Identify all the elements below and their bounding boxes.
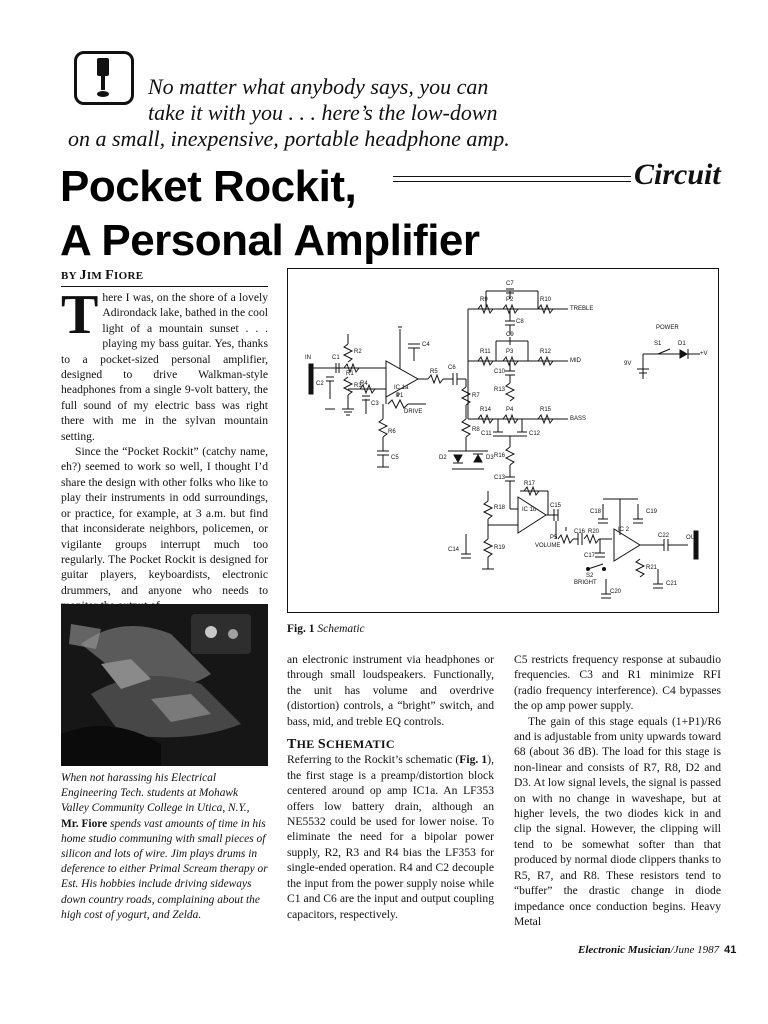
department-icon-badge [74,51,134,105]
article-column-3 [514,652,721,929]
subhead-rest: CHEMATIC [325,737,395,752]
article-paragraph-6: The gain of this stage equals (1+P1)/R6 and is adjustable from unity upwards toward 68 (about 36 dB). The load for this stage is non-linear and consists of R7, R8, D2 and D3. At low signal levels, the signal is passed on with no change in waveshape, but at higher levels, the two diodes kick in and clip the signal. However, the clipping will tend to be somewhat softer than that produced by normal diode clippers thanks to R5, R7, and R8. These resistors tend to “buffer” the drastic change in diode impedance once conduction begins. Heavy Metal [514,714,721,928]
byline-last-rest: IORE [114,270,144,282]
label-p5: P5 [550,535,558,541]
paragraph-4-part-a: Referring to the Rockit’s schematic ( [287,753,460,767]
intro-line-3: on a small, inexpensive, portable headphone amp. [68,126,510,151]
label-p2: P2 [506,297,514,303]
label-c2: C2 [316,381,324,387]
label-c19: C19 [646,509,658,515]
label-c14: C14 [448,547,460,553]
label-c16: C16 [574,529,586,535]
label-r10: R10 [540,297,552,303]
label-ic1a: IC 1a [394,385,409,391]
label-r9: R9 [480,297,488,303]
label-mid: MID [570,358,581,364]
label-r6: R6 [388,429,396,435]
label-s2: S2 [586,573,594,579]
label-c10: C10 [494,369,506,375]
label-r8: R8 [472,427,480,433]
label-p4: P4 [506,407,514,413]
paragraph-4-part-b: ), the first stage is a preamp/distortion block centered around op amp IC1a. An LF353 offers low battery drain, although an NE5532 could be used for lower noise. To eliminate the need for a bipolar power supply, R2, R3 and R4 bias the LF353 for single-ended operation. R4 and C2 decouple the input from the power supply noise while C1 and C6 are the input and output coupling capacitors, respectively. [287,753,494,921]
photo-caption-part-2: spends vast amounts of time in his home studio communing with small pieces of silicon and lots of wire. Jim plays drums in deference to either Primal Scream therapy or Est. His hobbies include driving sideways down country roads, complaining about the high cost of yogurt, and Zelda. [61,817,268,921]
article-paragraph-3: an electronic instrument via headphones or through small loudspeakers. Functionally, the unit has volume and overdrive (distortion) controls, a “bright” switch, and bass, mid, and treble EQ controls. [287,653,494,728]
article-paragraph-1: here I was, on the shore of a lovely Adirondack lake, bathed in the cool light of a mountain sunset . . . playing my bass guitar. Yes, thanks to a pocket-sized personal amplifier, designed to drive Walkman-style headphones from a single 9-volt battery, the full sound of my electric bass was right there with me in the sylvan mountain setting. [61,291,268,443]
article-column-1 [61,284,268,614]
label-c7: C7 [506,281,514,287]
label-r2: R2 [354,349,362,355]
label-c1: C1 [332,355,340,361]
drop-cap: T [61,284,99,346]
page-footer [578,944,736,956]
byline-last-initial: F [105,268,115,283]
headline-line-2: A Personal Amplifier [60,216,480,265]
schematic-figure [287,268,719,613]
label-ic1b: IC 1b [522,507,537,513]
label-ic2: IC 2 [618,527,630,533]
schematic-labels [288,269,718,612]
headline-rule-bottom [393,181,631,182]
label-r1: R1 [346,371,354,377]
photo-caption [61,771,268,923]
label-plus-v: +V [700,351,708,357]
label-p3: P3 [506,349,514,355]
label-d1: D1 [678,341,686,347]
hands-on-keyboard-image [61,604,268,766]
label-c3: C3 [371,401,379,407]
photo-caption-part-1: When not harassing his Electrical Engineering Tech. students at Mohawk Valley Community College in Utica, N.Y., [61,772,250,815]
section-heading-schematic [287,737,494,752]
microphone-icon [77,54,131,102]
label-c11: C11 [481,431,492,437]
label-c22: C22 [658,533,670,539]
figure-caption-text: Schematic [317,623,365,635]
article-paragraph-5: C5 restricts frequency response at subaudio frequencies. C3 and R1 minimize RFI (radio frequency interference). C4 bypasses the op amp power supply. [514,653,721,713]
headline-line-1: Pocket Rockit, [60,162,357,211]
footer-magazine: Electronic Musician [578,944,671,956]
label-r21: R21 [646,565,658,571]
byline-prefix: BY [61,270,80,282]
label-r13: R13 [494,387,506,393]
label-volume: VOLUME [535,543,561,549]
article-column-2 [287,652,494,922]
label-c18: C18 [590,509,602,515]
label-c15: C15 [550,503,562,509]
byline-first-rest: IM [86,270,106,282]
label-c5: C5 [391,455,399,461]
figure-label: Fig. 1 [287,623,315,635]
label-s1: S1 [654,341,662,347]
figure-reference: Fig. 1 [459,753,488,767]
label-r7: R7 [472,393,480,399]
label-bass: BASS [570,416,587,422]
label-r20: R20 [588,529,600,535]
label-p1: P1 [396,393,404,399]
subhead-t: T [287,737,297,753]
article-paragraph-4 [287,752,494,921]
label-c13: C13 [494,475,506,481]
label-c21: C21 [666,581,678,587]
label-r3: R3 [354,383,362,389]
label-bright: BRIGHT [574,580,597,586]
article-paragraph-2: Since the “Pocket Rockit” (catchy name, eh?) seemed to work so well, I thought I’d share the design with other folks who like to play their instruments in odd surroundings, or practice, for example, at 3 a.m. but find that inconsiderate neighbors, policemen, or vigilante groups interrupt much too regularly. The Pocket Rockit is designed for guitar players, keyboardists, electronic drummers, and anyone who needs to [61,445,268,597]
label-9v: 9V [624,361,632,367]
label-c20: C20 [610,589,622,595]
label-out: OUT [686,535,699,541]
label-c6: C6 [448,365,456,371]
label-c17: C17 [584,553,596,559]
label-r5: R5 [430,369,438,375]
label-r17: R17 [524,481,536,487]
label-r19: R19 [494,545,506,551]
headline-rule-top [393,176,631,177]
figure-caption [287,623,365,635]
byline-first-initial: J [79,268,87,283]
label-r15: R15 [540,407,552,413]
label-c9: C9 [506,332,514,338]
label-d2: D2 [439,455,447,461]
page-number: 41 [724,944,737,956]
department-label: Circuit [634,158,721,191]
label-r18: R18 [494,505,506,511]
label-r16: R16 [494,453,506,459]
label-r11: R11 [480,349,491,355]
label-r12: R12 [540,349,552,355]
author-photo [61,604,268,766]
label-treble: TREBLE [570,306,594,312]
label-drive: DRIVE [404,409,423,415]
label-c12: C12 [529,431,541,437]
label-c4: C4 [422,342,430,348]
intro-line-2: take it with you . . . here’s the low-down [148,100,498,125]
label-c8: C8 [516,319,524,325]
label-d3: D3 [486,455,494,461]
subhead-s: S [317,737,326,753]
photo-caption-name: Mr. Fiore [61,817,108,830]
footer-date: /June 1987 [670,944,720,956]
intro-line-1: No matter what anybody says, you can [148,74,489,99]
label-r4: R4 [360,381,368,387]
subhead-he: HE [296,737,318,752]
label-in: IN [305,355,311,361]
label-r14: R14 [480,407,492,413]
label-power: POWER [656,325,679,331]
